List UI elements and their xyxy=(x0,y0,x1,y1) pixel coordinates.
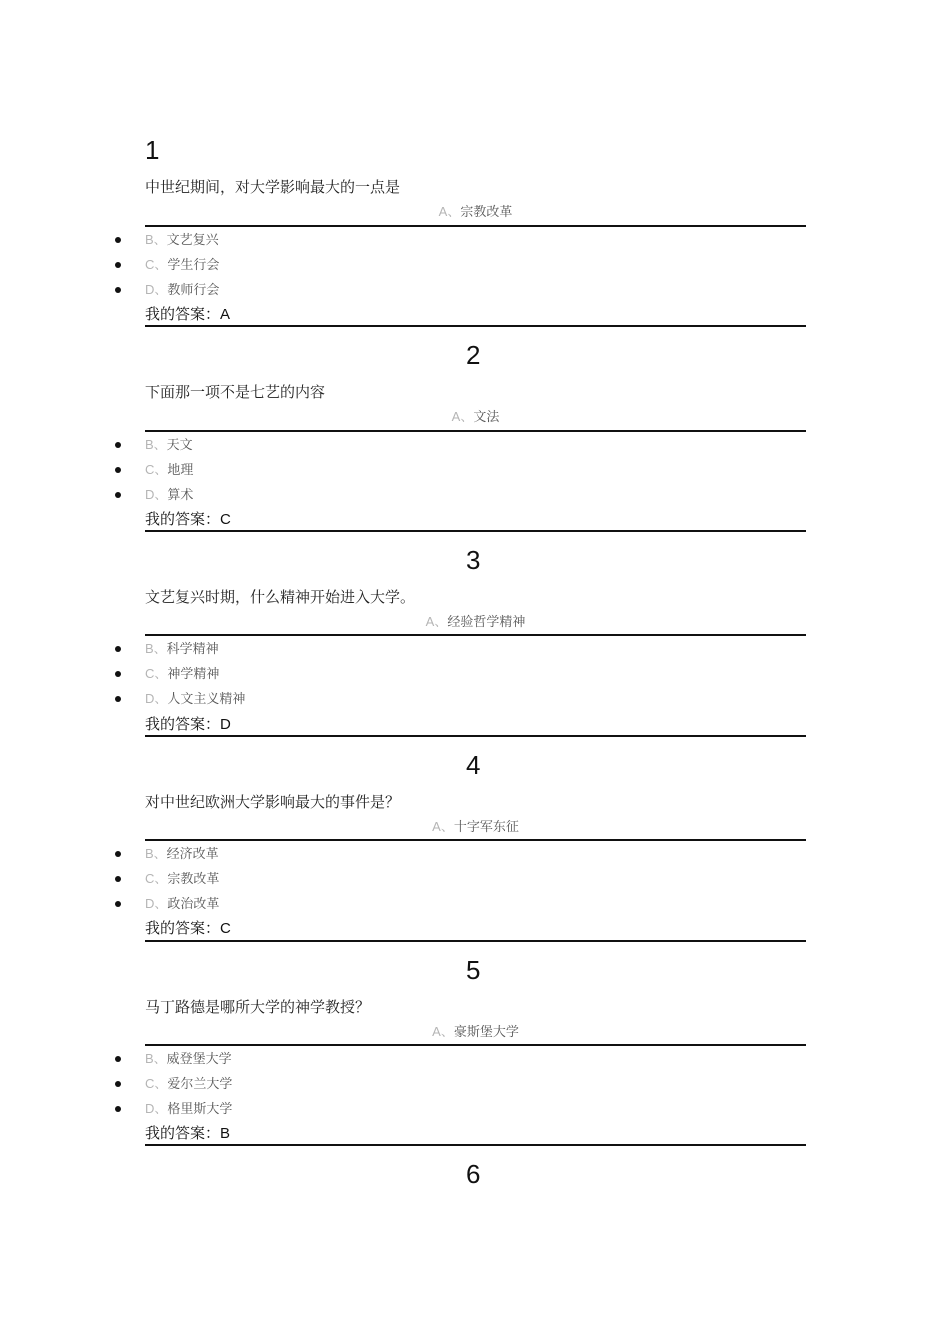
option-text: 文艺复兴 xyxy=(166,233,219,248)
option-c xyxy=(145,1075,232,1094)
option-c xyxy=(145,256,219,275)
bullet xyxy=(115,851,121,857)
option-letter: C、 xyxy=(145,257,168,272)
option-a xyxy=(145,1023,806,1042)
question-number: 5 xyxy=(466,955,481,985)
bullet xyxy=(115,262,121,268)
option-a xyxy=(145,203,806,222)
option-text: 威登堡大学 xyxy=(166,1052,232,1067)
option-letter: A、 xyxy=(432,819,454,834)
my-answer xyxy=(145,1123,230,1144)
divider xyxy=(145,735,806,737)
question-number: 4 xyxy=(466,750,481,780)
my-answer xyxy=(145,714,231,735)
option-letter: A、 xyxy=(451,409,474,424)
option-letter: B、 xyxy=(145,846,167,861)
option-letter: C、 xyxy=(145,871,168,886)
bullet xyxy=(115,1056,121,1062)
option-text: 算术 xyxy=(167,488,194,503)
divider xyxy=(145,940,806,942)
option-letter: D、 xyxy=(145,896,168,911)
answer-label: 我的答案： xyxy=(145,715,221,733)
option-b xyxy=(145,640,219,659)
option-letter: A、 xyxy=(438,204,461,219)
option-text: 学生行会 xyxy=(167,258,220,273)
divider xyxy=(145,839,806,841)
question-text: 下面那一项不是七艺的内容 xyxy=(145,383,326,401)
option-text: 地理 xyxy=(167,463,194,478)
option-b xyxy=(145,436,193,455)
my-answer xyxy=(145,509,231,530)
answer-value: A xyxy=(220,306,231,323)
option-text: 经济改革 xyxy=(166,847,219,862)
question-number: 2 xyxy=(466,340,481,370)
option-a xyxy=(145,818,806,837)
option-b xyxy=(145,845,219,864)
option-letter: D、 xyxy=(145,487,168,502)
option-b xyxy=(145,231,219,250)
answer-value: D xyxy=(220,716,231,733)
bullet xyxy=(115,287,121,293)
answer-label: 我的答案： xyxy=(145,919,221,937)
bullet xyxy=(115,646,121,652)
option-text: 经验哲学精神 xyxy=(447,615,526,630)
option-letter: C、 xyxy=(145,1076,168,1091)
option-letter: A、 xyxy=(432,1024,454,1039)
bullet xyxy=(115,696,121,702)
option-d xyxy=(145,486,193,505)
question-number: 6 xyxy=(466,1159,481,1189)
bullet xyxy=(115,1081,121,1087)
my-answer xyxy=(145,304,230,325)
option-d xyxy=(145,1100,232,1119)
option-text: 宗教改革 xyxy=(460,205,513,220)
option-letter: B、 xyxy=(145,437,167,452)
divider xyxy=(145,430,806,432)
question-text: 中世纪期间，对大学影响最大的一点是 xyxy=(145,178,401,196)
bullet xyxy=(115,467,121,473)
option-d xyxy=(145,690,245,709)
option-text: 豪斯堡大学 xyxy=(453,1025,519,1040)
answer-label: 我的答案： xyxy=(145,510,221,528)
option-letter: B、 xyxy=(145,641,167,656)
option-a xyxy=(145,408,806,427)
answer-value: C xyxy=(220,511,231,528)
option-c xyxy=(145,870,219,889)
option-letter: D、 xyxy=(145,1101,168,1116)
divider xyxy=(145,1044,806,1046)
option-letter: C、 xyxy=(145,462,168,477)
option-text: 爱尔兰大学 xyxy=(167,1077,233,1092)
option-text: 十字军东征 xyxy=(453,820,519,835)
option-a xyxy=(145,613,806,632)
option-text: 神学精神 xyxy=(167,667,220,682)
divider xyxy=(145,225,806,227)
option-b xyxy=(145,1050,232,1069)
bullet xyxy=(115,671,121,677)
answer-value: C xyxy=(220,920,231,937)
divider xyxy=(145,530,806,532)
divider xyxy=(145,634,806,636)
bullet xyxy=(115,237,121,243)
option-c xyxy=(145,461,193,480)
option-letter: C、 xyxy=(145,666,168,681)
question-number: 1 xyxy=(145,135,160,165)
bullet xyxy=(115,442,121,448)
bullet xyxy=(115,492,121,498)
option-text: 格里斯大学 xyxy=(167,1102,233,1117)
option-letter: D、 xyxy=(145,691,168,706)
divider xyxy=(145,1144,806,1146)
option-letter: D、 xyxy=(145,282,168,297)
my-answer xyxy=(145,918,231,939)
divider xyxy=(145,325,806,327)
bullet xyxy=(115,876,121,882)
question-text: 对中世纪欧洲大学影响最大的事件是？ xyxy=(145,793,401,811)
bullet xyxy=(115,1106,121,1112)
question-text: 马丁路德是哪所大学的神学教授？ xyxy=(145,998,371,1016)
answer-label: 我的答案： xyxy=(145,1124,221,1142)
option-c xyxy=(145,665,219,684)
option-text: 教师行会 xyxy=(167,283,220,298)
option-text: 文法 xyxy=(473,410,500,425)
option-text: 政治改革 xyxy=(167,897,220,912)
question-number: 3 xyxy=(466,545,481,575)
option-d xyxy=(145,281,219,300)
option-text: 人文主义精神 xyxy=(167,692,246,707)
option-letter: B、 xyxy=(145,232,167,247)
answer-value: B xyxy=(220,1125,231,1142)
option-text: 天文 xyxy=(166,438,193,453)
option-text: 宗教改革 xyxy=(167,872,220,887)
question-text: 文艺复兴时期，什么精神开始进入大学。 xyxy=(145,588,416,606)
bullet xyxy=(115,901,121,907)
option-text: 科学精神 xyxy=(166,642,219,657)
option-letter: A、 xyxy=(425,614,448,629)
option-d xyxy=(145,895,219,914)
answer-label: 我的答案： xyxy=(145,305,221,323)
option-letter: B、 xyxy=(145,1051,167,1066)
